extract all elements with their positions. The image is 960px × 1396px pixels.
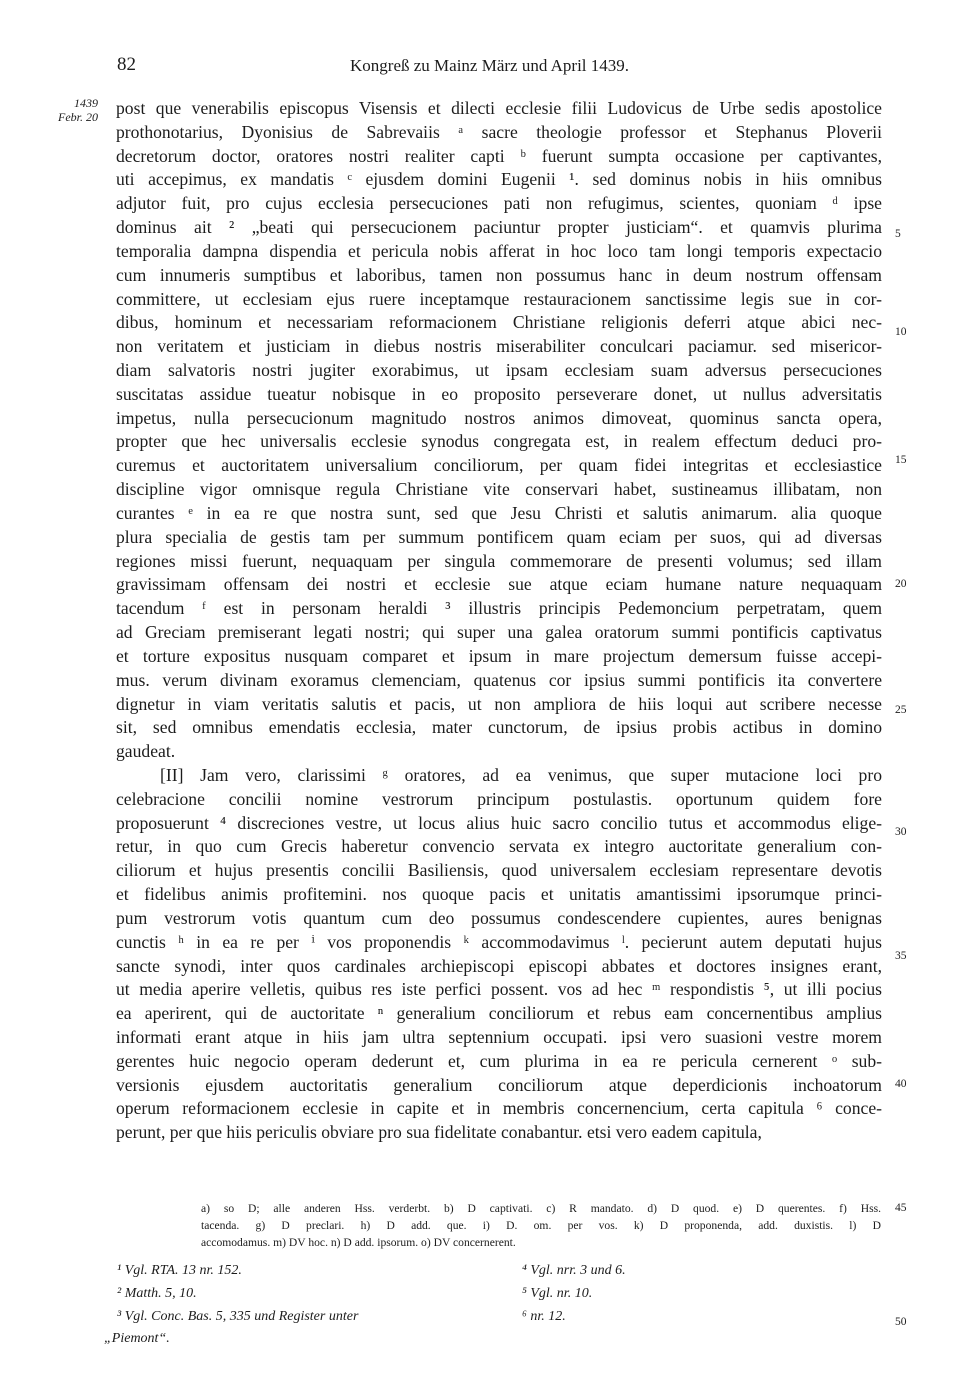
- text-line: celebracione concilii nomine vestrorum principum postulastis. oportunum quidem fore: [116, 788, 882, 809]
- text-line: curantes ᵉ in ea re que nostra sunt, sed que Jesu Christi et salutis animarum. alia quoque: [116, 502, 882, 523]
- text-line: gravissimam offensam dei nostri et ecclesie sue atque eciam humane nature nequaquam: [116, 574, 882, 595]
- text-line: non veritatem et justiciam in diebus nostris miserabiliter conculcari paciamur. sed misericor-: [116, 336, 882, 357]
- text-line: ad Greciam premiserant legati nostri; qui super una galea oratorum summi pontificis captivatus: [116, 622, 882, 643]
- text-line: curemus et auctoritatem universalium conciliorum, per quam fidei integritas et ecclesiastice: [116, 455, 882, 476]
- text-line: uti accepimus, ex mandatis ᶜ ejusdem domini Eugenii ¹. sed dominus nobis in hiis omnibus: [116, 169, 882, 190]
- apparatus-line: accomodamus. m) DV hoc. n) D add. ipsorum. o) DV concernerent.: [201, 1236, 516, 1249]
- apparatus-line: a) so D; alle anderen Hss. verderbt. b) D captivati. c) R mandato. d) D quod. e) D querentes. f) Hss.: [201, 1202, 881, 1215]
- apparatus-line: tacenda. g) D preclari. h) D add. que. i) D. om. per vos. k) D proponenda, add. duxistis. l) D: [201, 1219, 881, 1232]
- line-number: 15: [895, 454, 907, 466]
- text-line: gaudeat.: [116, 741, 176, 762]
- running-head: Kongreß zu Mainz März und April 1439.: [350, 56, 630, 75]
- text-line: tacendum ᶠ est in personam heraldi ³ illustris principis Pedemoncium perpetratam, quem: [116, 598, 882, 619]
- text-line: diam salvatoris nostri jugiter exorabimus, ut ipsam ecclesiam suam adversus persecuciones: [116, 360, 882, 381]
- text-line: et fidelibus animis profitemini. nos quoque pacis et unitatis amantissimi ipsorumque princi-: [116, 884, 882, 905]
- text-line: proposuerunt ⁴ discreciones vestre, ut locus alius huic sacro concilio tutus et accommodus elige-: [116, 812, 882, 833]
- text-line: decretorum doctor, oratores nostri realiter capti ᵇ fuerunt sumpta occasione per captivantes,: [116, 145, 882, 166]
- line-number: 30: [895, 826, 907, 838]
- footnote-right: ⁴ Vgl. nrr. 3 und 6.: [522, 1263, 626, 1278]
- line-number: 20: [895, 578, 907, 590]
- text-line: pum vestrorum votis quantum cum deo possumus condescendere cupientes, aures benignas: [116, 907, 882, 928]
- text-line: gerentes huic negocio operam dederunt et, cum plurima in ea re pericula cernerent ᵒ sub-: [116, 1050, 882, 1071]
- footnote-left: ³ Vgl. Conc. Bas. 5, 335 und Register unter: [117, 1309, 359, 1324]
- text-line: temporalia dampna dispendia et pericula nobis afferat in hoc loco tam longi temporis expectacio: [116, 240, 882, 261]
- page-number: 82: [117, 54, 136, 75]
- footnote-right: ⁵ Vgl. nr. 10.: [522, 1286, 593, 1301]
- line-number: 35: [895, 950, 907, 962]
- text-line: retur, in quo cum Grecis haberetur convencio servata ex integro auctoritate generalium con-: [116, 836, 882, 857]
- text-line: informati erant atque in hiis jam ultra septennium occupati. ipsi vero suasioni vestre morem: [116, 1026, 882, 1047]
- text-line: sit, sed omnibus emendatis ecclesia, mater cunctorum, de ipsius probis actibus in domino: [116, 717, 882, 738]
- text-line: ciliorum et hujus presentis concilii Basiliensis, quod universalem ecclesiam representare devotis: [116, 860, 882, 881]
- text-line: ut media aperire velletis, quibus res iste perfici possent. vos ad hec ᵐ respondistis ⁵, ut illi pocius: [116, 979, 882, 1000]
- footnote-left: ² Matth. 5, 10.: [117, 1286, 197, 1301]
- line-number: 5: [895, 228, 901, 240]
- text-line: perunt, per que hiis periculis obviare pro sua fidelitate conabantur. etsi vero eadem capitula,: [116, 1122, 762, 1143]
- line-number: 10: [895, 326, 907, 338]
- text-line: versionis ejusdem auctoritatis generalium conciliorum atque deperdicionis inchoatorum: [116, 1074, 882, 1095]
- text-line: regiones missi fuerunt, nequaquam per singula commemorare de presenti volumus; sed illam: [116, 550, 882, 571]
- text-line: [II] Jam vero, clarissimi ᵍ oratores, ad ea venimus, que super mutacione loci pro: [160, 764, 882, 785]
- line-number: 45: [895, 1202, 907, 1214]
- text-line: operum reformacionem ecclesie in capite et in membris concernencium, certa capitula ⁶ conce-: [116, 1098, 882, 1119]
- text-line: impetus, nulla persecucionum magnitudo nostros animos dimoveat, quominus sancta opera,: [116, 407, 882, 428]
- text-line: cum innumeris sumptibus et laboribus, tamen non possumus hanc in deum nostrum offensam: [116, 264, 882, 285]
- text-line: dignetur in viam veritatis salutis et pacis, ut non ampliora de hiis loqui aut scribere necesse: [116, 693, 882, 714]
- text-line: committere, ut ecclesiam ejus ruere inceptamque restauracionem sanctissime legis sue in cor-: [116, 288, 882, 309]
- text-line: sancte synodi, inter quos cardinales archiepiscopi episcopi abbates et doctores insignes erant,: [116, 955, 882, 976]
- text-line: suscitatas assidue tueatur nobisque in eo proposito perseverare donet, ut nullus adversitatis: [116, 383, 882, 404]
- text-line: propter que hec universalis ecclesie synodus congregata est, in realem effectum deduci pro-: [116, 431, 882, 452]
- text-line: dominus ait ² „beati qui persecucionem paciuntur propter justiciam“. et quamvis plurima: [116, 217, 882, 238]
- text-line: mus. verum divinam exoramus clemenciam, quatenus cor ipsius summi pontificis ita convertere: [116, 669, 882, 690]
- text-line: adjutor fuit, pro cujus ecclesia persecuciones pati non refugimus, scientes, quoniam ᵈ ipse: [116, 193, 882, 214]
- text-line: et torture expositus nusquam comparet et ipsum in mare projectum demersum fuisse accepi-: [116, 645, 882, 666]
- text-line: plura specialia de gestis tam per summum pontificem quam eciam per suos, qui ad diversas: [116, 526, 882, 547]
- text-line: post que venerabilis episcopus Visensis et dilecti ecclesie filii Ludovicus de Urbe sedis apostolice: [116, 98, 882, 118]
- footnote-right: ⁶ nr. 12.: [522, 1309, 566, 1324]
- text-line: discipline vigor omnisque regula Christiane vite conservari habet, sustineamus illibatam, non: [116, 479, 882, 500]
- text-line: ea aperirent, qui de auctoritate ⁿ generalium conciliorum et rebus eam concernentibus amplius: [116, 1003, 882, 1024]
- footnote-left: ¹ Vgl. RTA. 13 nr. 152.: [117, 1263, 242, 1278]
- margin-date-year: 1439: [74, 96, 98, 110]
- footnote-left: „Piemont“.: [104, 1331, 170, 1346]
- line-number: 40: [895, 1078, 907, 1090]
- text-line: dibus, hominum et necessariam reformacionem Christiane religionis deferri atque abici nec-: [116, 312, 882, 333]
- margin-date-day: Febr. 20: [58, 110, 98, 124]
- line-number: 25: [895, 704, 907, 716]
- text-line: prothonotarius, Dyonisius de Sabrevaiis ᵃ sacre theologie professor et Stephanus Ploverii: [116, 121, 882, 142]
- line-number: 50: [895, 1316, 907, 1328]
- text-line: cunctis ʰ in ea re per ⁱ vos proponendis ᵏ accommodavimus ˡ. pecierunt autem deputati hujus: [116, 931, 882, 952]
